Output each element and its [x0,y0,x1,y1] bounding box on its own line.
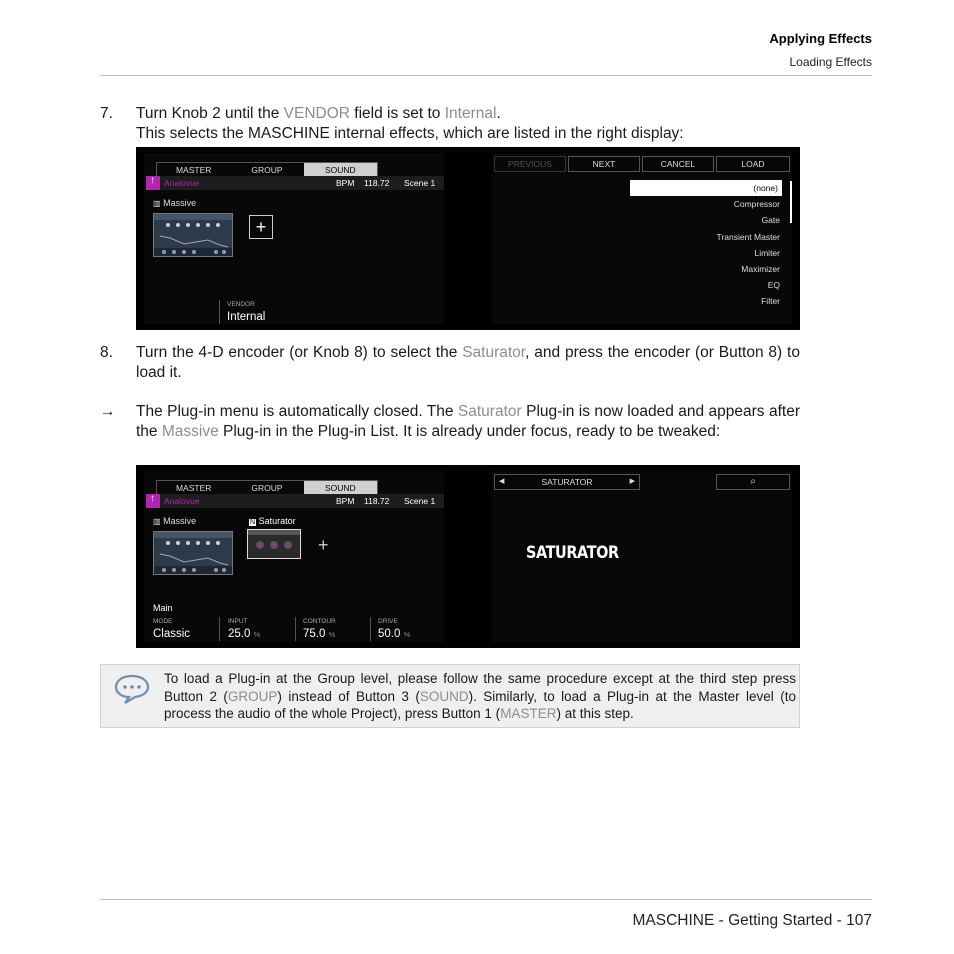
up-arrow-icon: ↑ [150,493,155,504]
saturator-ui-graphic [248,530,300,558]
tab-group[interactable]: GROUP [251,165,283,175]
header-rule [100,75,872,76]
highlight-master: MASTER [500,706,557,721]
highlight-group: GROUP [227,688,278,704]
next-arrow-icon[interactable]: ▶ [629,478,635,485]
maschine-display-2 [136,465,800,648]
text: To load a Plug-in at the Group level, please follow the same procedure except at the third step press Button 2 ( [164,671,796,704]
internal-plugin-icon: N [250,519,256,526]
load-button[interactable]: LOAD [716,156,790,172]
scene-label: Scene 1 [404,496,436,506]
effect-item-limiter[interactable]: Limiter [754,247,780,258]
unit: % [403,630,411,639]
group-bar [146,176,444,190]
maschine-display-1 [136,147,800,330]
tab-master[interactable]: MASTER [175,165,212,175]
text: The Plug-in menu is automatically closed. The [136,403,458,420]
bpm-value: 118.72 [364,496,390,506]
param-divider [219,617,220,641]
text: , and press the encoder (or Button 8) to load it. [136,344,800,381]
section-title: Applying Effects [769,31,872,46]
step-number: 7. [100,105,113,122]
cancel-button[interactable]: CANCEL [642,156,714,172]
plugin-name: Massive [163,198,197,208]
plugin-nav-label: SATURATOR [541,477,593,487]
next-button[interactable]: NEXT [568,156,640,172]
right-display [492,471,792,642]
left-display [144,471,444,642]
step-number: 8. [100,344,113,361]
param-label-contour: CONTOUR [303,618,336,625]
plugin-navigator[interactable] [494,474,640,490]
right-display [492,153,792,324]
text: . [496,105,501,122]
tab-master[interactable]: MASTER [175,483,212,493]
text: ) instead of Button 3 ( [277,688,420,704]
add-plugin-button[interactable]: + [249,215,273,239]
param-value-mode[interactable] [153,628,190,640]
highlight-internal: Internal [444,105,497,122]
value: 75.0 [303,628,326,640]
param-divider [370,617,371,641]
param-label-input: INPUT [228,618,248,625]
text: ) at this step. [556,706,634,721]
plugin-label-massive [153,198,196,208]
tip-note [100,664,800,728]
bpm-label: BPM [336,178,355,188]
highlight-saturator: Saturator [462,344,526,361]
highlight-vendor: VENDOR [283,105,350,122]
vendor-value: Internal [227,311,266,323]
step-7 [100,104,800,144]
plugin-icon: ▥ [153,199,161,208]
previous-button[interactable]: PREVIOUS [494,156,566,172]
text: field is set to [349,105,445,122]
massive-ui-graphic [154,532,232,574]
text: Turn the 4-D encoder (or Knob 8) to select the [136,344,463,361]
up-arrow-icon: ↑ [150,175,155,186]
highlight-massive: Massive [161,423,219,440]
effect-item-eq[interactable]: EQ [767,280,780,291]
vendor-label: VENDOR [227,301,255,308]
text: ). Similarly, to load a Plug-in at the Master level (to process the audio of the whole Project), press Button 1 ( [164,688,796,721]
highlight-sound: SOUND [419,688,469,704]
effect-item-gate[interactable]: Gate [761,215,780,226]
param-label-drive: DRIVE [378,618,398,625]
effect-item-none[interactable]: (none) [630,180,782,196]
massive-thumbnail[interactable] [153,213,233,257]
effect-item-transient-master[interactable]: Transient Master [716,231,780,242]
group-name: Analovue [164,178,200,188]
tab-group[interactable]: GROUP [251,483,283,493]
massive-ui-graphic [154,214,232,256]
bpm-value: 118.72 [364,178,390,188]
note-text [164,670,796,723]
plugin-name: Saturator [258,516,296,526]
add-plugin-button[interactable]: + [318,535,329,555]
value: 25.0 [228,628,251,640]
result-arrow-icon: → [100,403,116,420]
plugin-icon: ▥ [153,517,161,526]
group-name: Analovue [164,496,200,506]
plugin-name: Massive [163,516,197,526]
search-button[interactable] [716,474,790,490]
param-divider [219,300,220,324]
value: Classic [153,628,191,640]
list-scrollbar[interactable] [790,181,792,223]
scene-label: Scene 1 [404,178,436,188]
result-paragraph [100,402,800,442]
tab-sound[interactable]: SOUND [304,163,377,177]
effect-item-maximizer[interactable]: Maximizer [741,263,780,274]
unit: % [253,630,261,639]
effect-list [630,180,780,310]
param-divider [295,617,296,641]
speech-bubble-icon [113,673,151,705]
plugin-title: SATURATOR [526,543,619,563]
step-8 [100,343,800,383]
left-display [144,153,444,324]
plugin-label-massive [153,516,196,526]
param-value-drive[interactable] [378,628,410,640]
plugin-label-saturator [249,516,296,526]
text: Plug-in is now loaded and appears after the [136,403,800,440]
unit: % [328,630,336,639]
text: Plug-in in the Plug-in List. It is already under focus, ready to be tweaked: [218,423,721,440]
search-icon: ⌕ [750,476,756,487]
footer-rule [100,899,872,900]
param-value-input[interactable] [228,628,260,640]
massive-thumbnail[interactable] [153,531,233,575]
saturator-thumbnail[interactable] [247,529,301,559]
prev-arrow-icon[interactable]: ◀ [499,478,505,485]
tab-sound[interactable]: SOUND [304,481,377,495]
page-footer: MASCHINE - Getting Started - 107 [632,912,872,929]
section-subtitle: Loading Effects [789,55,872,69]
effect-item-compressor[interactable]: Compressor [733,199,780,210]
bpm-label: BPM [336,496,355,506]
text: This selects the MASCHINE internal effects, which are listed in the right display: [136,125,684,142]
page-name: Main [153,603,173,613]
param-label-mode: MODE [153,618,173,625]
effect-item-filter[interactable]: Filter [761,296,780,307]
param-value-contour[interactable] [303,628,335,640]
group-bar [146,494,444,508]
text: Turn Knob 2 until the [136,105,284,122]
value: 50.0 [378,628,401,640]
highlight-saturator: Saturator [457,403,522,420]
